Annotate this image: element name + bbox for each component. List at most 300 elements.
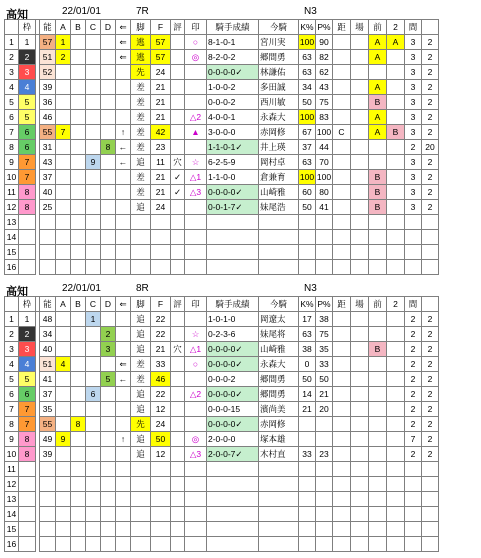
cell-k-pct: 100: [299, 110, 316, 125]
cell-distance: [333, 477, 351, 492]
cell-f: 21: [151, 185, 171, 200]
cell-c: [86, 95, 101, 110]
cell-two: [387, 95, 405, 110]
cell-f: 46: [151, 372, 171, 387]
cell-a: [56, 492, 71, 507]
cell-row-number: 7: [5, 125, 19, 140]
cell-k-pct: [299, 245, 316, 260]
cell-interval-1: 3: [405, 125, 422, 140]
cell-jockey-record: 2-0-0-7✓: [207, 447, 259, 462]
cell-d: [101, 417, 116, 432]
cell-f: 21: [151, 95, 171, 110]
cell-track: [351, 200, 369, 215]
cell-two: [387, 357, 405, 372]
cell-ability: [40, 260, 56, 275]
table-row: [5, 387, 439, 402]
cell-interval-1: 3: [405, 155, 422, 170]
cell-evaluation: [171, 537, 185, 552]
table-row: [5, 507, 439, 522]
cell-b: [71, 312, 86, 327]
column-header: 今騎: [259, 297, 299, 312]
cell-b: [71, 245, 86, 260]
cell-b: [71, 387, 86, 402]
cell-previous: [369, 155, 387, 170]
cell-evaluation: [171, 462, 185, 477]
cell-c: [86, 507, 101, 522]
cell-d: 2: [101, 327, 116, 342]
venue-label: 高知: [6, 9, 28, 21]
cell-waku: [19, 537, 36, 552]
cell-b: [71, 260, 86, 275]
cell-distance: [333, 372, 351, 387]
column-header: 評: [171, 297, 185, 312]
cell-c: [86, 110, 101, 125]
cell-interval-2: [422, 462, 439, 477]
cell-distance: [333, 537, 351, 552]
venue-label: 高知: [6, 286, 28, 298]
column-header: 能: [40, 297, 56, 312]
cell-d: [101, 170, 116, 185]
cell-f: [151, 260, 171, 275]
cell-interval-2: 2: [422, 327, 439, 342]
cell-two: [387, 185, 405, 200]
cell-distance: [333, 65, 351, 80]
cell-distance: [333, 387, 351, 402]
cell-d: [101, 65, 116, 80]
cell-p-pct: 80: [316, 185, 333, 200]
cell-jockey: 山崎雅: [259, 342, 299, 357]
cell-a: [56, 522, 71, 537]
cell-a: [56, 537, 71, 552]
cell-previous: [369, 140, 387, 155]
cell-jockey: [259, 522, 299, 537]
cell-ability: 51: [40, 50, 56, 65]
cell-distance: [333, 522, 351, 537]
cell-track: [351, 140, 369, 155]
cell-running-style: 差: [131, 95, 151, 110]
cell-mark: [185, 260, 207, 275]
column-header: D: [101, 20, 116, 35]
cell-a: [56, 155, 71, 170]
cell-running-style: 追: [131, 312, 151, 327]
cell-mark: [185, 402, 207, 417]
cell-track: [351, 110, 369, 125]
cell-jockey-record: 0-0-0-0✓: [207, 65, 259, 80]
cell-previous: [369, 372, 387, 387]
cell-previous: B: [369, 342, 387, 357]
cell-jockey-record: [207, 477, 259, 492]
cell-previous: [369, 537, 387, 552]
cell-mark: [185, 492, 207, 507]
column-header: F: [151, 20, 171, 35]
cell-c: [86, 462, 101, 477]
cell-running-style: 追: [131, 155, 151, 170]
cell-ability: [40, 492, 56, 507]
cell-distance: [333, 80, 351, 95]
cell-row-number: 15: [5, 522, 19, 537]
cell-two: [387, 462, 405, 477]
table-row: [5, 170, 439, 185]
cell-mark: ☆: [185, 155, 207, 170]
cell-d: [101, 50, 116, 65]
cell-ability: [40, 215, 56, 230]
cell-b: [71, 357, 86, 372]
cell-k-pct: 50: [299, 200, 316, 215]
cell-f: 12: [151, 402, 171, 417]
table-row: [5, 447, 439, 462]
cell-interval-1: 2: [405, 387, 422, 402]
cell-waku: [19, 230, 36, 245]
cell-f: 57: [151, 35, 171, 50]
cell-running-style: [131, 230, 151, 245]
cell-waku: 7: [19, 170, 36, 185]
cell-ability: [40, 507, 56, 522]
cell-waku: 2: [19, 327, 36, 342]
cell-evaluation: 穴: [171, 342, 185, 357]
table-row: [5, 215, 439, 230]
cell-k-pct: 0: [299, 357, 316, 372]
cell-b: [71, 462, 86, 477]
cell-waku: 1: [19, 35, 36, 50]
cell-previous: [369, 402, 387, 417]
cell-row-number: 4: [5, 80, 19, 95]
column-header: 間: [405, 20, 422, 35]
cell-track: [351, 245, 369, 260]
cell-jockey-record: 8-1-0-1: [207, 35, 259, 50]
cell-a: [56, 477, 71, 492]
cell-f: 11: [151, 155, 171, 170]
cell-k-pct: [299, 215, 316, 230]
cell-waku: 6: [19, 140, 36, 155]
cell-distance: [333, 462, 351, 477]
cell-mark: △1: [185, 342, 207, 357]
cell-waku: 3: [19, 65, 36, 80]
cell-jockey-record: [207, 215, 259, 230]
cell-d: [101, 110, 116, 125]
cell-waku: 7: [19, 402, 36, 417]
column-header: 2: [387, 297, 405, 312]
cell-distance: [333, 312, 351, 327]
cell-previous: [369, 260, 387, 275]
cell-jockey-record: 0-2-3-6: [207, 327, 259, 342]
cell-row-number: 7: [5, 402, 19, 417]
column-header: C: [86, 20, 101, 35]
cell-k-pct: 63: [299, 50, 316, 65]
column-header: 脚: [131, 20, 151, 35]
cell-track: [351, 230, 369, 245]
cell-d: [101, 537, 116, 552]
cell-ability: 31: [40, 140, 56, 155]
cell-interval-2: 2: [422, 200, 439, 215]
cell-two: [387, 155, 405, 170]
cell-interval-1: [405, 537, 422, 552]
cell-distance: [333, 417, 351, 432]
table-row: [5, 342, 439, 357]
cell-distance: [333, 402, 351, 417]
cell-waku: [19, 507, 36, 522]
cell-interval-2: [422, 507, 439, 522]
table-row: [5, 230, 439, 245]
cell-two: [387, 417, 405, 432]
cell-waku: [19, 215, 36, 230]
cell-jockey: 塚本雄: [259, 432, 299, 447]
cell-d: [101, 125, 116, 140]
cell-ability: 46: [40, 110, 56, 125]
cell-previous: [369, 312, 387, 327]
cell-p-pct: 38: [316, 312, 333, 327]
cell-b: [71, 80, 86, 95]
cell-arrow: [116, 80, 131, 95]
table-row: [5, 125, 439, 140]
cell-row-number: 12: [5, 200, 19, 215]
cell-evaluation: [171, 522, 185, 537]
race-class: N3: [304, 283, 317, 294]
cell-jockey-record: [207, 507, 259, 522]
cell-arrow: [116, 537, 131, 552]
cell-interval-1: 3: [405, 35, 422, 50]
cell-ability: 48: [40, 312, 56, 327]
cell-ability: [40, 245, 56, 260]
cell-two: [387, 477, 405, 492]
cell-arrow: [116, 95, 131, 110]
cell-evaluation: [171, 447, 185, 462]
cell-interval-2: 2: [422, 185, 439, 200]
cell-evaluation: [171, 140, 185, 155]
cell-evaluation: [171, 372, 185, 387]
cell-p-pct: 75: [316, 327, 333, 342]
cell-arrow: [116, 522, 131, 537]
cell-mark: [185, 372, 207, 387]
cell-c: [86, 140, 101, 155]
cell-running-style: [131, 477, 151, 492]
cell-ability: 55: [40, 125, 56, 140]
cell-evaluation: [171, 65, 185, 80]
cell-p-pct: 75: [316, 95, 333, 110]
column-header: 距: [333, 297, 351, 312]
cell-k-pct: [299, 417, 316, 432]
column-header: 今騎: [259, 20, 299, 35]
cell-mark: △2: [185, 110, 207, 125]
cell-d: 8: [101, 140, 116, 155]
cell-mark: ☆: [185, 327, 207, 342]
cell-waku: 6: [19, 387, 36, 402]
cell-track: [351, 387, 369, 402]
cell-row-number: 4: [5, 357, 19, 372]
cell-c: 1: [86, 312, 101, 327]
cell-ability: 35: [40, 402, 56, 417]
cell-row-number: 12: [5, 477, 19, 492]
cell-a: [56, 140, 71, 155]
cell-k-pct: 33: [299, 447, 316, 462]
cell-waku: 4: [19, 80, 36, 95]
cell-track: [351, 125, 369, 140]
cell-arrow: [116, 387, 131, 402]
cell-c: 9: [86, 155, 101, 170]
column-header: ⇐: [116, 20, 131, 35]
cell-waku: 7: [19, 417, 36, 432]
cell-interval-1: 3: [405, 65, 422, 80]
cell-previous: [369, 357, 387, 372]
cell-arrow: ←: [116, 372, 131, 387]
cell-row-number: 6: [5, 110, 19, 125]
cell-arrow: ←: [116, 155, 131, 170]
cell-evaluation: [171, 125, 185, 140]
cell-f: [151, 537, 171, 552]
cell-evaluation: [171, 200, 185, 215]
cell-running-style: 差: [131, 125, 151, 140]
cell-interval-2: 2: [422, 110, 439, 125]
cell-a: [56, 342, 71, 357]
cell-f: [151, 462, 171, 477]
cell-two: [387, 522, 405, 537]
cell-interval-1: [405, 230, 422, 245]
cell-arrow: ↑: [116, 125, 131, 140]
cell-waku: 1: [19, 312, 36, 327]
cell-running-style: 先: [131, 65, 151, 80]
cell-p-pct: [316, 215, 333, 230]
cell-d: [101, 312, 116, 327]
cell-arrow: [116, 245, 131, 260]
cell-p-pct: 50: [316, 372, 333, 387]
cell-a: 2: [56, 50, 71, 65]
cell-track: [351, 80, 369, 95]
cell-running-style: 差: [131, 80, 151, 95]
race-number: 7R: [136, 6, 149, 17]
cell-evaluation: 穴: [171, 155, 185, 170]
cell-evaluation: [171, 95, 185, 110]
cell-a: [56, 95, 71, 110]
table-row: [5, 185, 439, 200]
cell-mark: [185, 537, 207, 552]
cell-a: [56, 312, 71, 327]
cell-jockey-record: 4-0-0-1: [207, 110, 259, 125]
cell-k-pct: [299, 522, 316, 537]
cell-a: 1: [56, 35, 71, 50]
cell-mark: △3: [185, 185, 207, 200]
cell-b: [71, 95, 86, 110]
cell-interval-2: [422, 537, 439, 552]
cell-waku: [19, 477, 36, 492]
cell-b: [71, 327, 86, 342]
cell-running-style: 差: [131, 170, 151, 185]
table-row: [5, 357, 439, 372]
cell-waku: 6: [19, 125, 36, 140]
cell-interval-1: [405, 215, 422, 230]
cell-d: [101, 200, 116, 215]
cell-d: [101, 447, 116, 462]
cell-waku: 8: [19, 447, 36, 462]
cell-previous: [369, 522, 387, 537]
cell-interval-2: 2: [422, 50, 439, 65]
cell-c: [86, 342, 101, 357]
cell-c: [86, 417, 101, 432]
cell-running-style: 先: [131, 417, 151, 432]
column-header-row: [5, 20, 439, 35]
cell-p-pct: [316, 230, 333, 245]
cell-interval-2: 2: [422, 65, 439, 80]
race-date: 22/01/01: [62, 6, 101, 17]
cell-interval-1: 2: [405, 357, 422, 372]
cell-jockey: 郷間勇: [259, 372, 299, 387]
cell-jockey-record: 0-0-0-0✓: [207, 357, 259, 372]
cell-jockey: [259, 462, 299, 477]
cell-d: [101, 462, 116, 477]
cell-k-pct: 67: [299, 125, 316, 140]
cell-b: [71, 215, 86, 230]
cell-f: 24: [151, 65, 171, 80]
column-header: D: [101, 297, 116, 312]
cell-distance: [333, 200, 351, 215]
cell-previous: [369, 215, 387, 230]
race-table: [4, 19, 439, 275]
cell-previous: B: [369, 200, 387, 215]
cell-distance: [333, 185, 351, 200]
cell-f: [151, 522, 171, 537]
column-header: 評: [171, 20, 185, 35]
cell-previous: [369, 432, 387, 447]
cell-b: [71, 477, 86, 492]
cell-two: [387, 312, 405, 327]
cell-c: [86, 402, 101, 417]
cell-ability: [40, 462, 56, 477]
cell-row-number: 2: [5, 327, 19, 342]
cell-a: [56, 417, 71, 432]
cell-distance: [333, 170, 351, 185]
cell-jockey: 妹尾将: [259, 327, 299, 342]
cell-arrow: [116, 447, 131, 462]
cell-arrow: ←: [116, 140, 131, 155]
cell-interval-2: [422, 230, 439, 245]
cell-distance: [333, 110, 351, 125]
cell-interval-1: [405, 477, 422, 492]
cell-k-pct: 17: [299, 312, 316, 327]
cell-d: [101, 215, 116, 230]
cell-waku: 8: [19, 185, 36, 200]
cell-previous: [369, 477, 387, 492]
cell-interval-2: 2: [422, 357, 439, 372]
cell-row-number: 8: [5, 140, 19, 155]
cell-c: [86, 522, 101, 537]
cell-interval-2: [422, 215, 439, 230]
cell-running-style: [131, 522, 151, 537]
cell-d: [101, 402, 116, 417]
cell-track: [351, 35, 369, 50]
cell-b: [71, 507, 86, 522]
cell-evaluation: ✓: [171, 170, 185, 185]
cell-mark: [185, 215, 207, 230]
cell-d: [101, 522, 116, 537]
cell-evaluation: [171, 35, 185, 50]
cell-jockey-record: 1-1-0-0: [207, 170, 259, 185]
cell-ability: 37: [40, 387, 56, 402]
cell-mark: [185, 230, 207, 245]
cell-jockey-record: 3-0-0-0: [207, 125, 259, 140]
cell-distance: [333, 215, 351, 230]
cell-previous: B: [369, 185, 387, 200]
cell-jockey: [259, 492, 299, 507]
cell-jockey: 赤岡修: [259, 417, 299, 432]
cell-evaluation: [171, 260, 185, 275]
cell-b: [71, 230, 86, 245]
cell-jockey: 郷間勇: [259, 387, 299, 402]
column-header: B: [71, 20, 86, 35]
cell-c: [86, 215, 101, 230]
cell-previous: [369, 492, 387, 507]
cell-f: 21: [151, 110, 171, 125]
cell-waku: 7: [19, 155, 36, 170]
cell-running-style: 差: [131, 140, 151, 155]
cell-track: [351, 447, 369, 462]
